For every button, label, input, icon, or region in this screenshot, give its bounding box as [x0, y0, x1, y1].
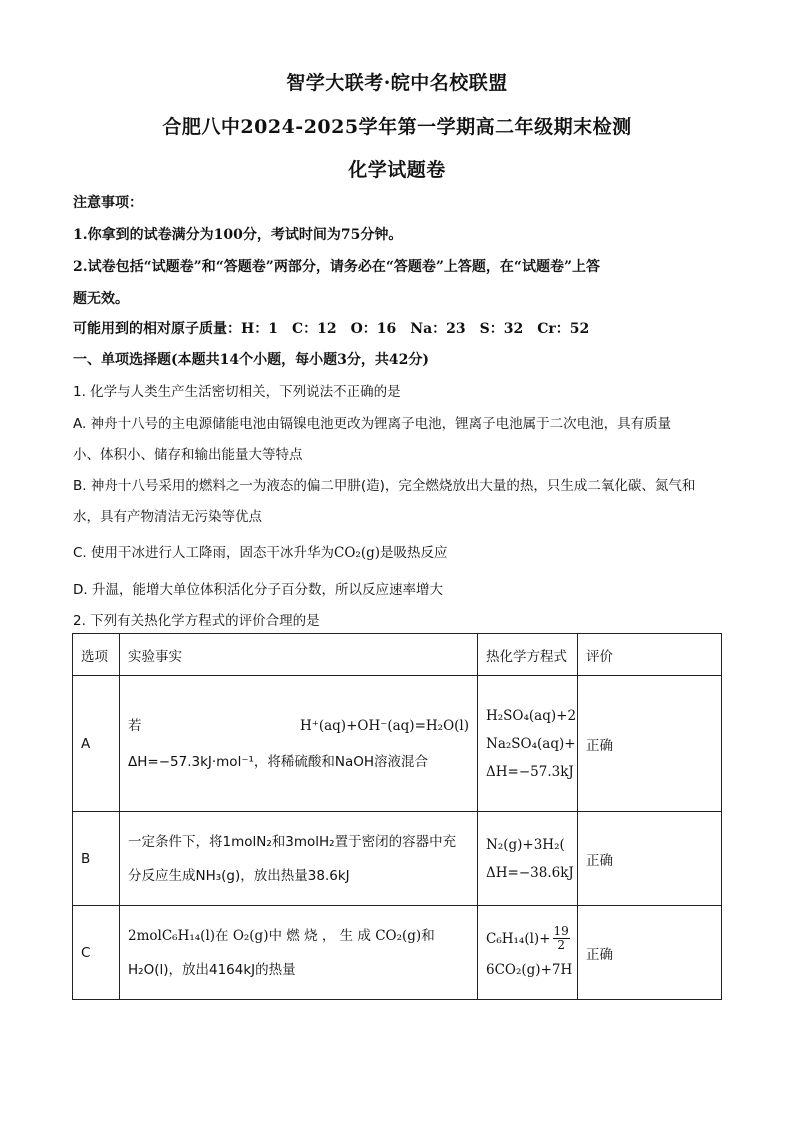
fact-detail: ΔH=−57.3kJ·mol⁻¹，将稀硫酸和NaOH溶液混合: [128, 753, 429, 770]
fraction: [553, 925, 570, 952]
subject-title: 化学试题卷: [348, 159, 446, 181]
section-heading: 一、单项选择题(本题共14个小题，每小题3分，共42分): [73, 352, 429, 368]
question-1-stem: 1. 化学与人类生产生活密切相关，下列说法不正确的是: [73, 384, 401, 400]
row-evaluation: 正确: [578, 812, 722, 906]
row-fact: [120, 676, 478, 812]
equation-line: ΔH=−57.3kJ: [486, 763, 574, 780]
header-equation: 热化学方程式: [478, 634, 578, 676]
notice-item-2-cont: 题无效。: [73, 291, 129, 307]
evaluation-table: [72, 633, 722, 1000]
question-2-stem: 2. 下列有关热化学方程式的评价合理的是: [73, 613, 320, 629]
option-c-text-post: 是吸热反应: [380, 545, 448, 561]
row-option: B: [73, 812, 120, 906]
table-row: [73, 676, 722, 812]
question-1-option-a: A. 神舟十八号的主电源储能电池由镉镍电池更改为锂离子电池，锂离子电池属于二次电池，具有质量: [73, 416, 672, 432]
row-fact: [120, 812, 478, 906]
header-evaluation: 评价: [578, 634, 722, 676]
question-1-option-b: B. 神舟十八号采用的燃料之一为液态的偏二甲肼(造)，完全燃烧放出大量的热，只生成二氧化碳、氮气和: [73, 478, 696, 494]
fact-line: 一定条件下，将1molN₂和3molH₂置于密闭的容器中充: [128, 833, 457, 850]
row-equation: [478, 676, 578, 812]
row-option: C: [73, 906, 120, 1000]
row-equation: [478, 812, 578, 906]
equation-line: 6CO₂(g)+7H: [486, 962, 573, 978]
notice-heading: 注意事项：: [73, 195, 143, 211]
equation-line: Na₂SO₄(aq)+: [486, 735, 576, 752]
equation-line: C₆H₁₄(l)+: [486, 930, 551, 947]
fact-line: H₂O(l)，放出4164kJ的热量: [128, 961, 296, 978]
question-1-option-d: D. 升温，能增大单位体积活化分子百分数，所以反应速率增大: [73, 582, 443, 598]
row-fact: [120, 906, 478, 1000]
row-evaluation: 正确: [578, 906, 722, 1000]
header-option: 选项: [73, 634, 120, 676]
fraction-numerator: 19: [553, 924, 569, 938]
fraction-denominator: 2: [557, 938, 565, 952]
co2-formula: CO₂(g): [334, 545, 380, 561]
option-c-text-pre: C. 使用干冰进行人工降雨，固态干冰升华为: [73, 545, 335, 561]
row-option: A: [73, 676, 120, 812]
table-row: [73, 906, 722, 1000]
question-1-option-c: [73, 541, 721, 561]
row-equation: [478, 906, 578, 1000]
notice-item-2: 2.试卷包括“试题卷”和“答题卷”两部分，请务必在“答题卷”上答题，在“试题卷”上答: [73, 259, 601, 275]
fact-line: 2molC₆H₁₄(l)在 O₂(g)中 燃 烧 ， 生 成 CO₂(g)和: [128, 927, 435, 944]
table-row: [73, 812, 722, 906]
question-1-option-a-cont: 小、体积小、储存和输出能量大等特点: [73, 447, 303, 463]
question-1-option-b-cont: 水，具有产物清洁无污染等优点: [73, 509, 262, 525]
equation-line: ΔH=−38.6kJ: [486, 864, 574, 881]
header-fact: 实验事实: [120, 634, 478, 676]
alliance-title: 智学大联考·皖中名校联盟: [286, 72, 508, 94]
fact-line: 分反应生成NH₃(g)，放出热量38.6kJ: [128, 867, 350, 884]
atomic-masses: 可能用到的相对原子质量：H：1 C：12 O：16 Na：23 S：32 Cr：52: [73, 321, 590, 337]
notice-item-1: 1.你拿到的试卷满分为100分，考试时间为75分钟。: [73, 227, 403, 243]
equation-line: H₂SO₄(aq)+2: [486, 707, 577, 724]
exam-title: 合肥八中2024-2025学年第一学期高二年级期末检测: [162, 116, 632, 138]
fact-if: 若: [128, 717, 142, 734]
row-evaluation: 正确: [578, 676, 722, 812]
table-header-row: [73, 634, 722, 676]
equation-line: N₂(g)+3H₂(: [486, 836, 565, 853]
fact-equation: H⁺(aq)+OH⁻(aq)=H₂O(l): [299, 717, 469, 734]
